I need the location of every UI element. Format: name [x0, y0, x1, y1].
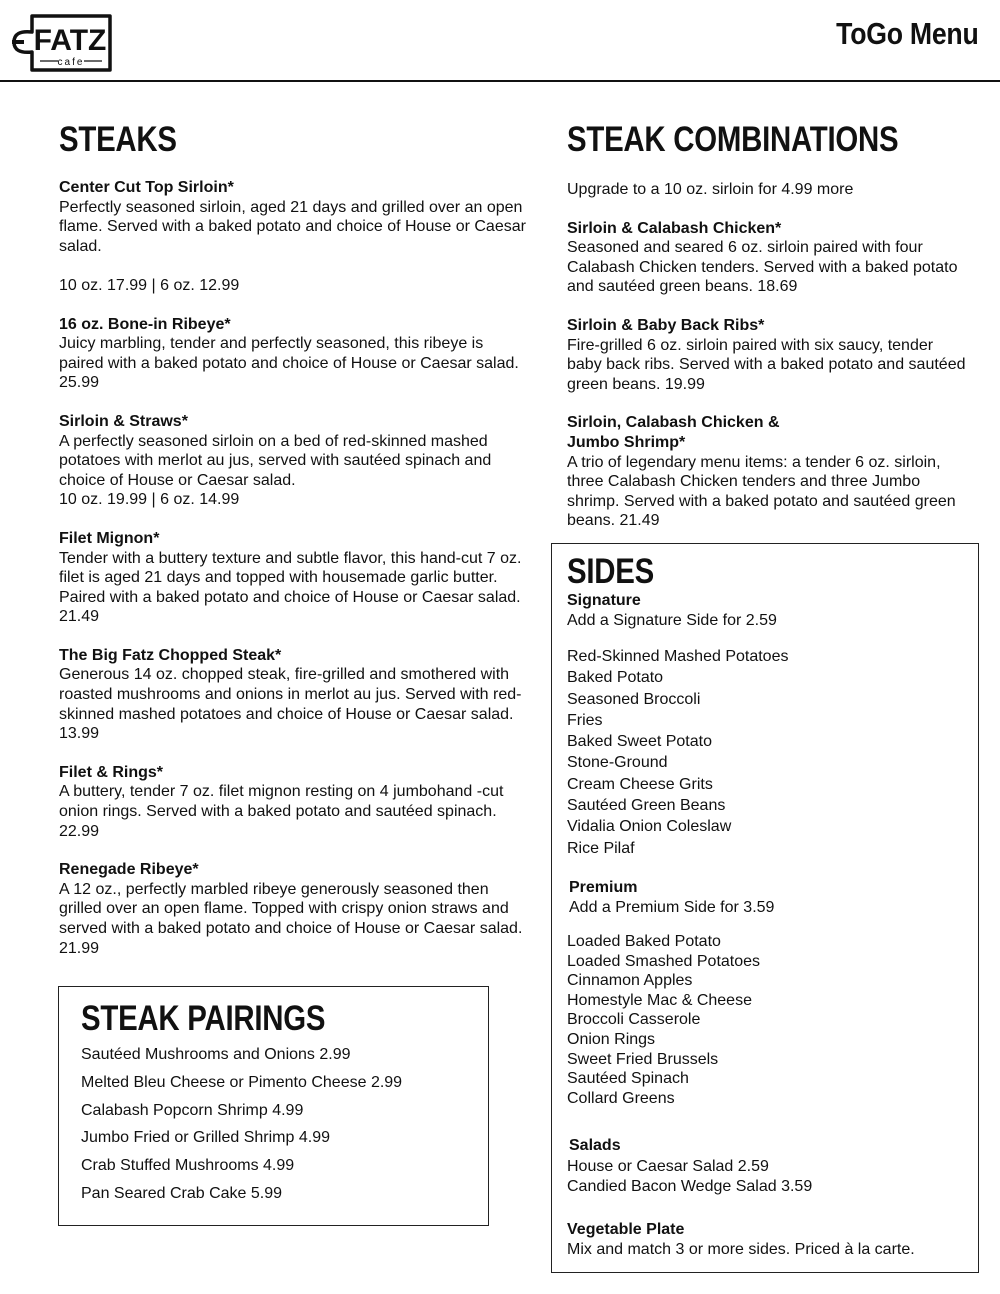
vegetable-plate-title: Vegetable Plate [567, 1221, 685, 1238]
side-item: Cinnamon Apples [567, 972, 693, 990]
pairing-item: Calabash Popcorn Shrimp 4.99 [81, 1101, 304, 1119]
side-item: House or Caesar Salad 2.59 [567, 1158, 769, 1175]
pairings-heading: STEAK PAIRINGS [81, 999, 326, 1038]
steak-item [59, 860, 529, 958]
side-item: Cream Cheese Grits [567, 775, 713, 793]
item-name: The Big Fatz Chopped Steak* [59, 646, 282, 664]
pairing-item: Jumbo Fried or Grilled Shrimp 4.99 [81, 1129, 330, 1147]
side-item: Collard Greens [567, 1089, 675, 1107]
combo-item [567, 219, 967, 297]
side-item: Sautéed Green Beans [567, 797, 726, 815]
salads-title: Salads [569, 1137, 621, 1154]
steak-item [59, 646, 529, 744]
side-item: Candied Bacon Wedge Salad 3.59 [567, 1177, 813, 1195]
item-name: Sirloin & Calabash Chicken* [567, 219, 782, 237]
sides-heading: SIDES [567, 552, 654, 591]
item-name: Sirloin & Straws* [59, 412, 188, 430]
item-description: A perfectly seasoned sirloin on a bed of red-skinned mashed potatoes with merlot au jus, served with sautéed spinach and choice of House or Caesar salad. [59, 432, 492, 489]
item-price: 10 oz. 17.99 | 6 oz. 12.99 [59, 276, 240, 294]
side-item: Homestyle Mac & Cheese [567, 991, 752, 1009]
page-title: ToGo Menu [835, 16, 978, 51]
premium-list [567, 932, 760, 1108]
item-price: 10 oz. 19.99 | 6 oz. 14.99 [59, 491, 240, 509]
logo-wordmark: FATZ [33, 24, 107, 57]
item-description: Fire-grilled 6 oz. sirloin paired with six saucy, tender baby back ribs. Served with a baked potato and sautéed green beans. 19.99 [567, 336, 966, 393]
item-description: Seasoned and seared 6 oz. sirloin paired with four Calabash Chicken tenders. Served with a baked potato and sautéed green beans. 18.69 [567, 239, 958, 296]
vegetable-plate-section [567, 1220, 915, 1260]
item-description: Tender with a buttery texture and subtle flavor, this hand-cut 7 oz. filet is aged 21 days and topped with housemade garlic butter. Paired with a baked potato and choice of House or Caesar salad. 21.49 [59, 549, 522, 626]
steak-item [59, 763, 529, 841]
pairings-list [81, 1045, 402, 1212]
side-item: Vidalia Onion Coleslaw [567, 818, 732, 836]
pairing-item: Melted Bleu Cheese or Pimento Cheese 2.99 [81, 1073, 403, 1091]
header-divider [0, 80, 1000, 82]
combos-intro: Upgrade to a 10 oz. sirloin for 4.99 more [567, 181, 854, 198]
logo-subword: cafe [57, 57, 85, 68]
salads-list [567, 1157, 812, 1196]
combo-item [567, 316, 967, 394]
signature-section [567, 591, 788, 859]
side-item: Broccoli Casserole [567, 1011, 701, 1029]
steak-item [59, 529, 529, 627]
side-item: Red-Skinned Mashed Potatoes [567, 648, 789, 665]
item-name: Sirloin & Baby Back Ribs* [567, 316, 765, 334]
premium-note: Add a Premium Side for 3.59 [569, 899, 775, 916]
salads-section [569, 1136, 621, 1156]
side-item: Loaded Baked Potato [567, 933, 721, 950]
item-name: Filet Mignon* [59, 529, 160, 547]
steak-item [59, 315, 529, 393]
item-name: 16 oz. Bone-in Ribeye* [59, 315, 231, 333]
fatz-cafe-logo [10, 14, 114, 74]
premium-section [569, 878, 774, 918]
side-item: Fries [567, 711, 603, 729]
side-item: Baked Sweet Potato [567, 733, 712, 751]
side-item: Sautéed Spinach [567, 1070, 689, 1088]
side-item: Seasoned Broccoli [567, 690, 701, 708]
item-description: Perfectly seasoned sirloin, aged 21 days and grilled over an open flame. Served with a baked potato and choice of House or Caesar salad. [59, 198, 526, 255]
signature-list [567, 646, 788, 859]
item-description: Generous 14 oz. chopped steak, fire-grilled and smothered with roasted mushrooms and onions in merlot au jus. Served with red-skinned mashed potatoes and choice of House or Caesar salad. 13.99 [59, 666, 522, 743]
side-item: Rice Pilaf [567, 839, 635, 857]
pairing-item: Pan Seared Crab Cake 5.99 [81, 1184, 283, 1202]
steaks-list [59, 178, 529, 977]
pairing-item: Crab Stuffed Mushrooms 4.99 [81, 1157, 295, 1175]
side-item: Baked Potato [567, 669, 664, 687]
combos-list [567, 180, 967, 550]
side-item: Loaded Smashed Potatoes [567, 952, 761, 970]
steaks-heading: STEAKS [59, 120, 177, 159]
item-name: Center Cut Top Sirloin* [59, 179, 234, 196]
item-description: A 12 oz., perfectly marbled ribeye generously seasoned then grilled over an open flame. Topped with crispy onion straws and served with a baked potato and choice of House or Caesar salad. 21.99 [59, 880, 523, 957]
sides-box [551, 543, 979, 1273]
signature-title: Signature [567, 592, 641, 609]
pairing-item: Sautéed Mushrooms and Onions 2.99 [81, 1046, 351, 1063]
side-item: Sweet Fried Brussels [567, 1050, 719, 1068]
side-item: Stone-Ground [567, 754, 668, 772]
item-name: Filet & Rings* [59, 763, 164, 781]
item-description: Juicy marbling, tender and perfectly seasoned, this ribeye is paired with a baked potato and choice of House or Caesar salad. 25.99 [59, 335, 519, 392]
item-name: Renegade Ribeye* [59, 861, 199, 879]
steak-pairings-box [58, 986, 489, 1226]
item-name: Sirloin, Calabash Chicken & Jumbo Shrimp* [567, 414, 780, 451]
steak-item [59, 412, 529, 510]
side-item: Onion Rings [567, 1030, 656, 1048]
combos-heading: STEAK COMBINATIONS [567, 120, 899, 159]
premium-title: Premium [569, 879, 638, 896]
item-description: A trio of legendary menu items: a tender 6 oz. sirloin, three Calabash Chicken tenders and three Jumbo shrimp. Served with a baked potato and sautéed green beans. 21.49 [567, 453, 956, 530]
item-description: A buttery, tender 7 oz. filet mignon resting on 4 jumbohand -cut onion rings. Served with a baked potato and sautéed spinach. 22.99 [59, 783, 504, 840]
vegetable-plate-note: Mix and match 3 or more sides. Priced à la carte. [567, 1241, 915, 1258]
signature-note: Add a Signature Side for 2.59 [567, 612, 777, 629]
steak-item [59, 178, 529, 296]
combo-item [567, 413, 967, 531]
